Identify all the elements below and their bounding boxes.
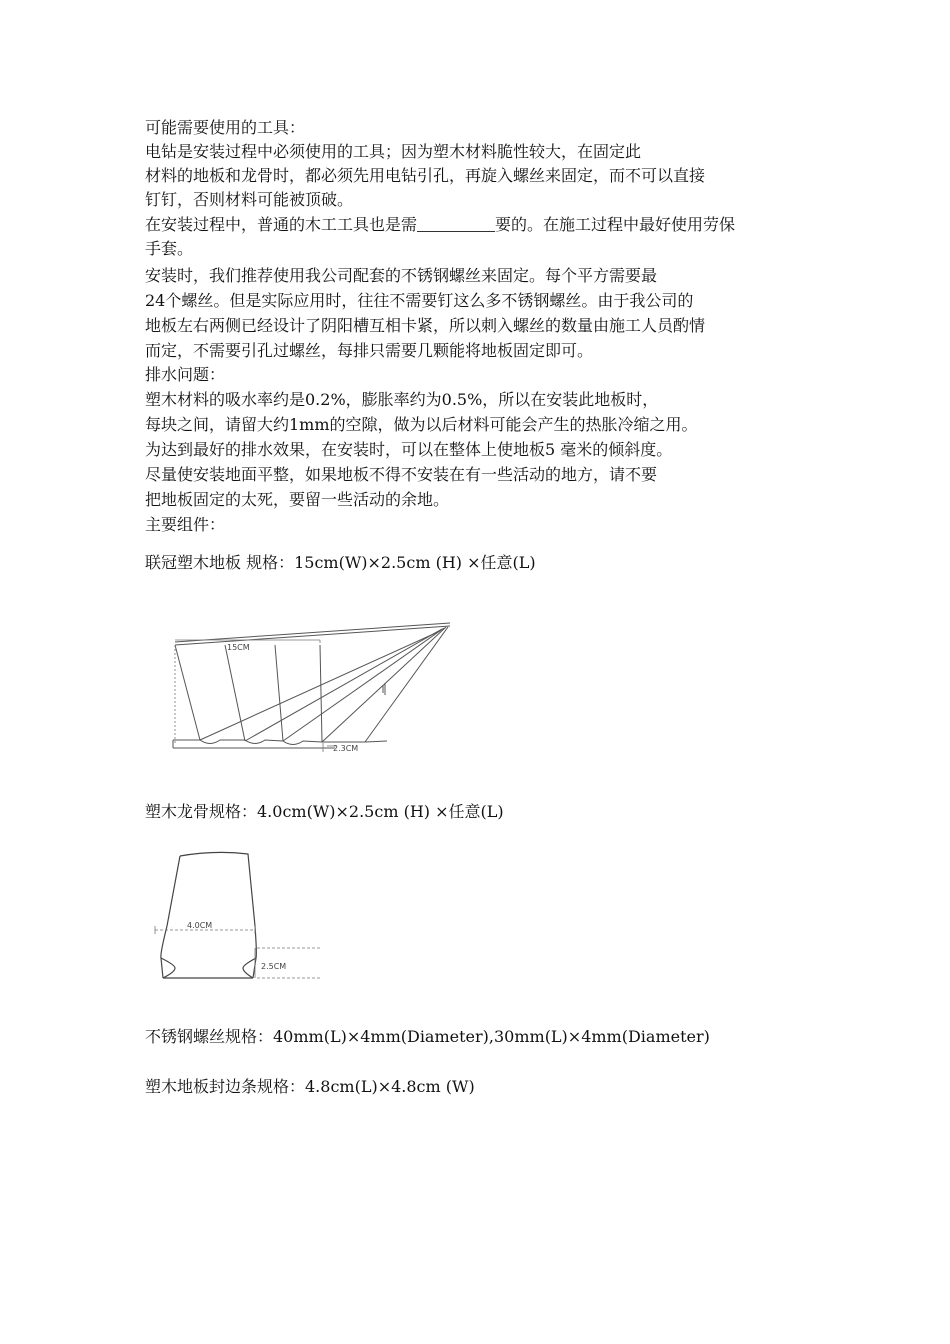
board-width-label: 15CM	[227, 643, 250, 652]
board-height-label: 2.3CM	[333, 744, 359, 753]
paragraph-line: 尽量使安装地面平整，如果地板不得不安装在有一些活动的地方，请不要	[145, 465, 658, 484]
paragraph-line: 为达到最好的排水效果，在安装时，可以在整体上使地板5 毫米的倾斜度。	[145, 440, 673, 459]
blank-line-before: 在安装过程中，普通的木工工具也是需	[145, 215, 418, 234]
blank-line-after: 要的。在施工过程中最好使用劳保	[495, 215, 736, 234]
paragraph-line: 塑木材料的吸水率约是0.2%，膨胀率约为0.5%，所以在安装此地板时，	[145, 390, 659, 409]
board-spec: 联冠塑木地板 规格：15cm(W)×2.5cm (H) ×任意(L)	[145, 553, 536, 572]
components-heading: 主要组件：	[145, 515, 226, 534]
joist-height-label: 2.5CM	[261, 962, 287, 971]
paragraph-line: 把地板固定的太死，要留一些活动的余地。	[145, 490, 450, 509]
joist-spec: 塑木龙骨规格：4.0cm(W)×2.5cm (H) ×任意(L)	[145, 802, 504, 821]
edge-strip-spec: 塑木地板封边条规格：4.8cm(L)×4.8cm (W)	[145, 1077, 475, 1096]
screw-spec: 不锈钢螺丝规格：40mm(L)×4mm(Diameter),30mm(L)×4mm(Diameter)	[145, 1027, 710, 1046]
paragraph-line: 而定，不需要引孔过螺丝，每排只需要几颗能将地板固定即可。	[145, 341, 594, 360]
paragraph-line: 地板左右两侧已经设计了阴阳槽互相卡紧，所以刺入螺丝的数量由施工人员酌情	[145, 316, 706, 335]
paragraph-line: 每块之间，请留大约1mm的空隙，做为以后材料可能会产生的热胀冷缩之用。	[145, 415, 698, 434]
paragraph-line: 电钻是安装过程中必须使用的工具；因为塑木材料脆性较大，在固定此	[145, 142, 642, 161]
joist-width-label: 4.0CM	[187, 921, 213, 930]
paragraph-line-with-blank	[145, 213, 735, 237]
board-profile-diagram	[165, 615, 460, 760]
paragraph-line: 钉钉，否则材料可能被顶破。	[145, 190, 354, 209]
paragraph-line: 材料的地板和龙骨时，都必须先用电钻引孔，再旋入螺丝来固定，而不可以直接	[145, 166, 706, 185]
paragraph-line: 安装时，我们推荐使用我公司配套的不锈钢螺丝来固定。每个平方需要最	[145, 266, 658, 285]
paragraph-line: 手套。	[145, 239, 194, 258]
joist-profile-diagram	[145, 850, 335, 985]
paragraph-line: 24个螺丝。但是实际应用时，往往不需要钉这么多不锈钢螺丝。由于我公司的	[145, 291, 694, 310]
drainage-heading: 排水问题：	[145, 365, 226, 384]
tools-heading: 可能需要使用的工具：	[145, 118, 306, 137]
fill-in-blank	[417, 217, 495, 232]
